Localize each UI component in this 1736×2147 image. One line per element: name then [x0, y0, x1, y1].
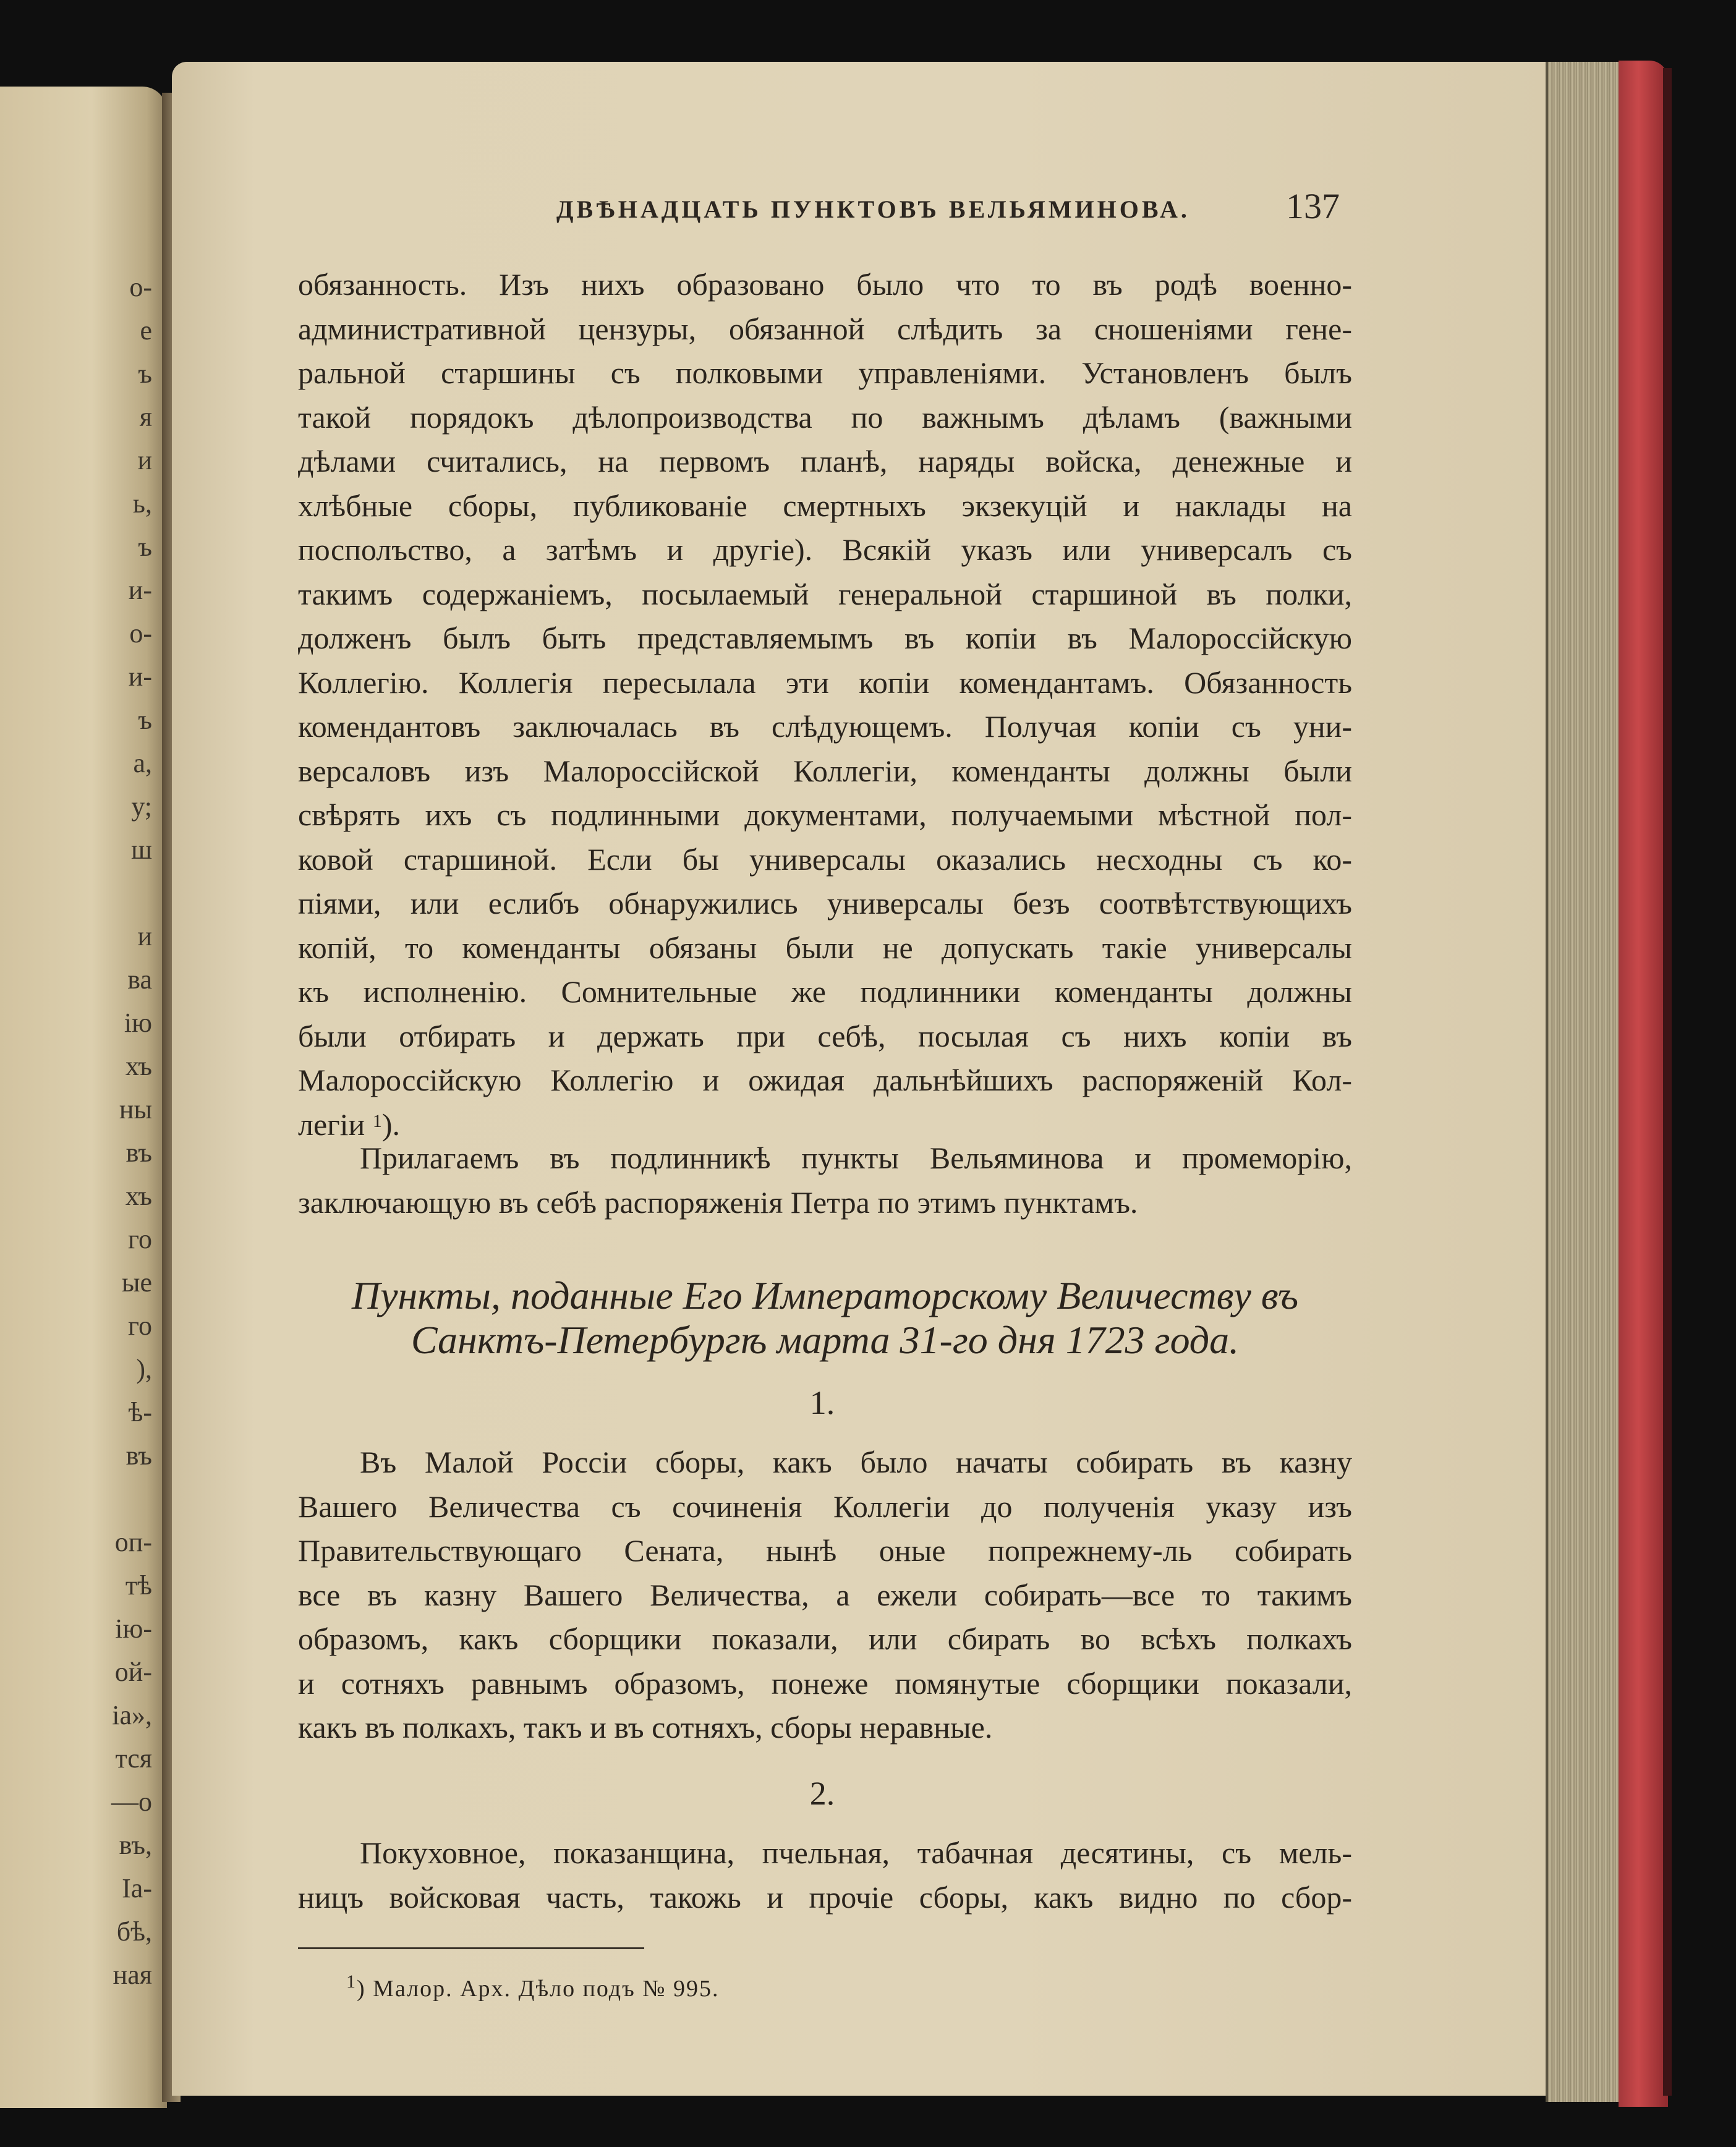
- paragraph-1: [298, 263, 1352, 1147]
- para1-line: піями, или еслибъ обнаружились универсалы безъ соотвѣтствующихъ: [298, 886, 1352, 920]
- left-page-fragment: ны: [119, 1094, 152, 1125]
- left-page-fragment: хъ: [125, 1051, 152, 1081]
- point-2-number: 2.: [809, 1775, 835, 1812]
- footnote: [346, 1971, 720, 2002]
- para1-line: комендантовъ заключалась въ слѣдующемъ. Получая копіи съ уни-: [298, 709, 1352, 744]
- left-page-fragment: ная: [113, 1960, 152, 1990]
- paragraph-1-tail: ).: [381, 1107, 400, 1142]
- page-number: 137: [1286, 186, 1340, 226]
- para1-line: административной цензуры, обязанной слѣдить за сношеніями гене-: [298, 311, 1352, 346]
- left-page-fragment: ъ: [138, 705, 152, 735]
- para4-line: ницъ войсковая часть, такожь и прочіе сборы, какъ видно по сбор-: [298, 1879, 1352, 1915]
- paragraph-2: [298, 1136, 1352, 1225]
- footnote-rule: [298, 1947, 644, 1949]
- left-page-fragment: ва: [127, 964, 152, 995]
- footnote-text: ) Малор. Арх. Дѣло подъ № 995.: [357, 1976, 720, 2002]
- red-cover-edge: [1619, 61, 1668, 2107]
- footnote-reference: 1: [372, 1110, 382, 1131]
- running-title: ДВѢНАДЦАТЬ ПУНКТОВЪ ВЕЛЬЯМИНОВА.: [556, 195, 1190, 223]
- left-page-fragment: Іа-: [122, 1873, 152, 1903]
- para1-line: ковой старшиной. Если бы универсалы оказались несходны съ ко-: [298, 841, 1352, 877]
- section-heading-line-1: Пункты, поданные Его Императорскому Величеству въ: [351, 1273, 1299, 1317]
- left-page-fragment: ъ: [138, 532, 152, 562]
- left-page-fragment: ш: [131, 835, 152, 865]
- left-page-fragment: въ: [126, 1137, 152, 1168]
- left-page-fragment: го: [128, 1311, 152, 1341]
- left-page-fragment: го: [128, 1224, 152, 1254]
- para1-line: посполъство, а затѣмъ и другіе). Всякій указъ или универсалъ съ: [298, 532, 1352, 567]
- left-page-fragment: іа»,: [112, 1700, 152, 1730]
- para1-line: были отбирать и держать при себѣ, посылая съ нихъ копіи въ: [298, 1018, 1352, 1053]
- left-page-fragment: и-: [128, 661, 152, 692]
- para1-line: дѣлами считались, на первомъ планѣ, наряды войска, денежные и: [298, 444, 1352, 478]
- para1-line: копій, то коменданты обязаны были не допускать такіе универсалы: [298, 930, 1352, 965]
- para1-line: долженъ былъ быть представляемымъ въ копіи въ Малороссійскую: [298, 621, 1352, 655]
- left-page-fragment: —о: [111, 1787, 152, 1817]
- para3-line: образомъ, какъ сборщики показали, или сбирать во всѣхъ полкахъ: [298, 1622, 1352, 1656]
- para2-line: заключающую въ себѣ распоряженія Петра по этимъ пунктамъ.: [298, 1184, 1138, 1220]
- left-page-fragment: тѣ: [125, 1570, 152, 1601]
- para1-line: такой порядокъ дѣлопроизводства по важнымъ дѣламъ (важными: [298, 399, 1352, 435]
- left-page-fragment: ію: [124, 1008, 152, 1038]
- left-page-fragment: ію-: [115, 1613, 152, 1644]
- left-page-fragment: о-: [129, 272, 152, 302]
- left-page-fragment: хъ: [125, 1181, 152, 1211]
- left-page-fragment: и: [137, 921, 152, 951]
- left-page-fragment: у;: [131, 791, 152, 822]
- para1-line: Малороссійскую Коллегію и ожидая дальнѣйшихъ распоряженій Кол-: [298, 1063, 1352, 1097]
- left-page-fragment: въ: [126, 1440, 152, 1471]
- para3-line: Въ Малой Россіи сборы, какъ было начаты собирать въ казну: [360, 1445, 1352, 1479]
- para4-line: Покуховное, показанщина, пчельная, табачная десятины, съ мель-: [360, 1835, 1352, 1870]
- left-page-fragment: тся: [115, 1743, 152, 1774]
- cover-shadow: [1663, 68, 1672, 2096]
- left-page-fragment: ъ: [138, 359, 152, 389]
- left-page-fragment: а,: [133, 748, 152, 778]
- para1-line: хлѣбные сборы, публикованіе смертныхъ экзекуцій и наклады на: [298, 488, 1352, 523]
- left-page-fragment: ой-: [114, 1657, 152, 1687]
- left-page-fragment: ),: [136, 1354, 152, 1384]
- point-1-text: [298, 1440, 1352, 1750]
- left-page-fragment: бѣ,: [116, 1916, 152, 1947]
- left-page-fragment: о-: [129, 618, 152, 648]
- left-page-fragment: я: [139, 402, 152, 432]
- section-heading-line-2: Санктъ-Петербургѣ марта 31-го дня 1723 года.: [411, 1318, 1240, 1362]
- para1-line: версаловъ изъ Малороссійской Коллегіи, коменданты должны были: [298, 753, 1352, 788]
- para1-line: обязанность. Изъ нихъ образовано было что то въ родѣ военно-: [298, 267, 1352, 302]
- para1-line: такимъ содержаніемъ, посылаемый генеральной старшиной въ полки,: [298, 576, 1352, 611]
- para3-line: Правительствующаго Сената, нынѣ оные попрежнему-ль собирать: [298, 1533, 1352, 1568]
- left-page-fragment: е: [140, 315, 152, 346]
- para1-line: ральной старшины съ полковыми управленіями. Установленъ былъ: [298, 355, 1352, 390]
- para1-line: къ исполненію. Сомнительные же подлинники коменданты должны: [298, 974, 1352, 1009]
- para3-line: Вашего Величества съ сочиненія Коллегіи до полученія указу изъ: [298, 1489, 1352, 1524]
- page-edges: [1546, 62, 1622, 2102]
- para1-line: Коллегію. Коллегія пересылала эти копіи комендантамъ. Обязанность: [298, 665, 1352, 700]
- footnote-mark: 1: [346, 1971, 357, 1992]
- para1-line: свѣрять ихъ съ подлинными документами, получаемыми мѣстной пол-: [298, 797, 1352, 832]
- para1-line: легіи $^1$).: [298, 1107, 400, 1142]
- left-page-fragment: ѣ-: [128, 1397, 152, 1427]
- left-page-fragment: оп-: [114, 1527, 152, 1557]
- para3-line: какъ въ полкахъ, такъ и въ сотняхъ, сборы неравные.: [298, 1710, 993, 1745]
- para2-line: Прилагаемъ въ подлинникѣ пункты Вельяминова и промеморію,: [360, 1141, 1352, 1175]
- point-2-text: [298, 1831, 1352, 1920]
- left-page-fragment: и: [137, 445, 152, 475]
- para3-line: все въ казну Вашего Величества, а ежели собирать—все то такимъ: [298, 1577, 1352, 1612]
- left-facing-page: [0, 87, 167, 2108]
- left-page-fragment: ь,: [132, 488, 152, 519]
- para3-line: и сотняхъ равнымъ образомъ, понеже помянутые сборщики показали,: [298, 1665, 1352, 1701]
- left-page-fragment: въ,: [119, 1830, 152, 1860]
- left-page-fragment: ые: [121, 1267, 152, 1298]
- section-heading: [298, 1273, 1352, 1363]
- left-page-fragment: и-: [128, 575, 152, 605]
- point-1-number: 1.: [809, 1384, 835, 1421]
